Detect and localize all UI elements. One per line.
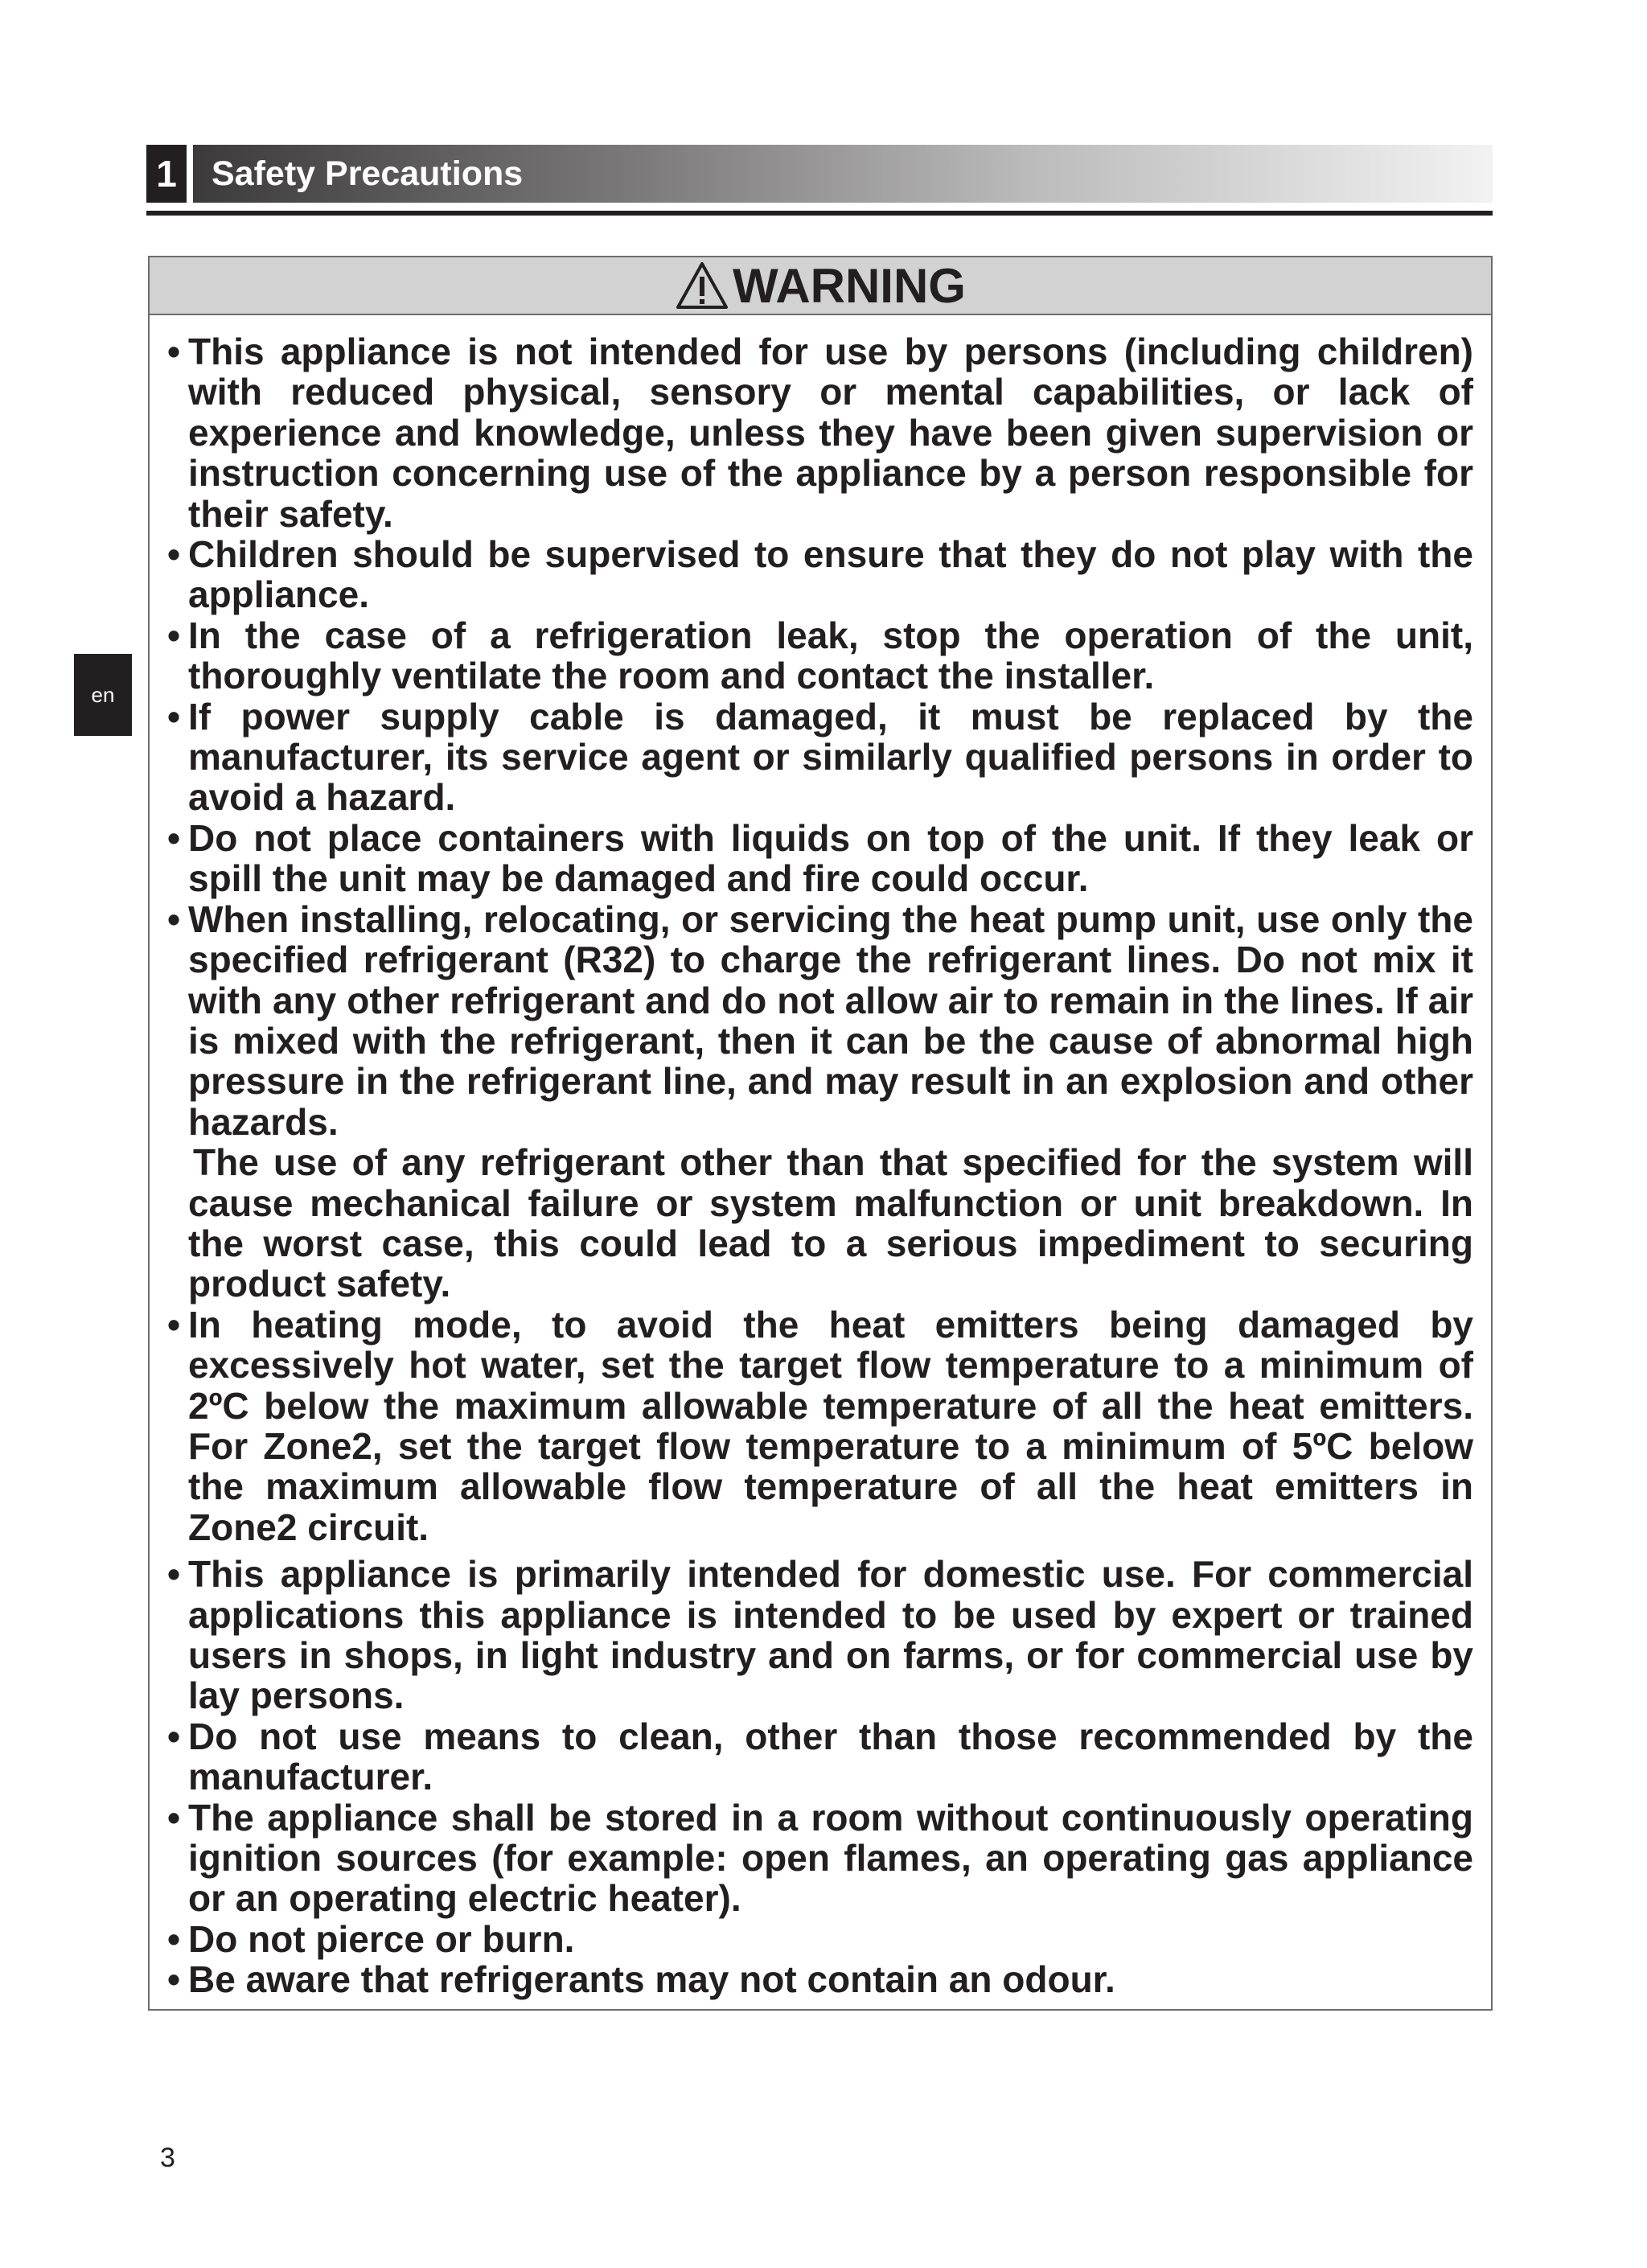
bullet-icon: • bbox=[167, 1917, 181, 1960]
bullet-icon: • bbox=[167, 816, 181, 859]
bullet-icon: • bbox=[167, 1796, 181, 1839]
warning-box bbox=[148, 256, 1493, 2011]
bullet-icon: • bbox=[167, 898, 181, 940]
warning-item-text: When installing, relocating, or servicing the heat pump unit, use only the specified refrigerant (R32) to charge the refrigerant lines. Do not mix it with any other refrigerant and do not allow air to remain in the lines. If air is mixed with the refrigerant, then it can be the cause of abnormal high pressure in the refrigerant line, and may result in an explosion and other hazards. bbox=[188, 898, 1473, 1143]
warning-item bbox=[167, 1716, 1473, 1798]
warning-item-text: Do not place containers with liquids on top of the unit. If they leak or spill the unit may be damaged and fire could occur. bbox=[188, 816, 1473, 900]
bullet-icon: • bbox=[167, 331, 181, 372]
warning-item bbox=[167, 534, 1473, 615]
warning-item bbox=[167, 696, 1473, 818]
warning-list bbox=[167, 331, 1473, 2000]
warning-item bbox=[167, 1798, 1473, 1919]
warning-item-text: In the case of a refrigeration leak, stop the operation of the unit, thoroughly ventilate the room and contact the installer. bbox=[188, 614, 1473, 697]
bullet-icon: • bbox=[167, 1303, 181, 1346]
warning-item-text: Do not pierce or burn. bbox=[188, 1917, 575, 1960]
warning-item-text: If power supply cable is damaged, it must be replaced by the manufacturer, its service agent or similarly qualified persons in order to avoid a hazard. bbox=[188, 695, 1473, 819]
warning-item bbox=[167, 1959, 1473, 1999]
bullet-icon: • bbox=[167, 533, 181, 576]
warning-item-text: This appliance is not intended for use by persons (including children) with reduced physical, sensory or mental capabilities, or lack of experience and knowledge, unless they have been given supervision or instruction concerning use of the appliance by a person responsible for their safety. bbox=[188, 331, 1473, 535]
warning-item-text: The use of any refrigerant other than that specified for the system will cause mechanical failure or system malfunction or unit breakdown. In the worst case, this could lead to a serious impediment to securing product safety. bbox=[188, 1141, 1473, 1305]
warning-item bbox=[167, 899, 1473, 1305]
language-tab-label: en bbox=[91, 682, 115, 707]
bullet-icon: • bbox=[167, 695, 181, 738]
warning-title: WARNING bbox=[733, 258, 966, 313]
bullet-icon: • bbox=[167, 1715, 181, 1757]
warning-item bbox=[167, 331, 1473, 534]
section-title: Safety Precautions bbox=[212, 154, 524, 193]
section-title-bar bbox=[193, 145, 1493, 203]
header-divider bbox=[146, 211, 1493, 216]
warning-header bbox=[150, 257, 1491, 315]
warning-item-text: Children should be supervised to ensure that they do not play with the appliance. bbox=[188, 533, 1473, 616]
section-header bbox=[146, 145, 1493, 203]
warning-item bbox=[167, 1554, 1473, 1716]
warning-item-text: Be aware that refrigerants may not contain an odour. bbox=[188, 1958, 1115, 2001]
warning-item-text: This appliance is primarily intended for domestic use. For commercial applications this appliance is intended to be used by expert or trained users in shops, in light industry and on farms, or for commercial use by lay persons. bbox=[188, 1553, 1473, 1717]
warning-triangle-icon bbox=[675, 261, 729, 310]
language-tab bbox=[74, 654, 132, 736]
section-number: 1 bbox=[146, 145, 187, 203]
warning-item bbox=[167, 615, 1473, 696]
bullet-icon: • bbox=[167, 614, 181, 656]
warning-item-text: In heating mode, to avoid the heat emitters being damaged by excessively hot water, set the target flow temperature to a minimum of 2ºC below the maximum allowable temperature of all the heat emitters. For Zone2, set the target flow temperature to a minimum of 5ºC below the maximum allowable flow temperature of all the heat emitters in Zone2 circuit. bbox=[188, 1303, 1473, 1548]
warning-item bbox=[167, 1919, 1473, 1959]
warning-item bbox=[167, 1305, 1473, 1547]
warning-item-text: The appliance shall be stored in a room without continuously operating ignition sources (for example: open flames, an operating gas appliance or an operating electric heater). bbox=[188, 1796, 1473, 1920]
warning-item-text: Do not use means to clean, other than those recommended by the manufacturer. bbox=[188, 1715, 1473, 1798]
bullet-icon: • bbox=[167, 1553, 181, 1596]
bullet-icon: • bbox=[167, 1958, 181, 2001]
warning-item bbox=[167, 818, 1473, 899]
page-number: 3 bbox=[160, 2143, 175, 2173]
